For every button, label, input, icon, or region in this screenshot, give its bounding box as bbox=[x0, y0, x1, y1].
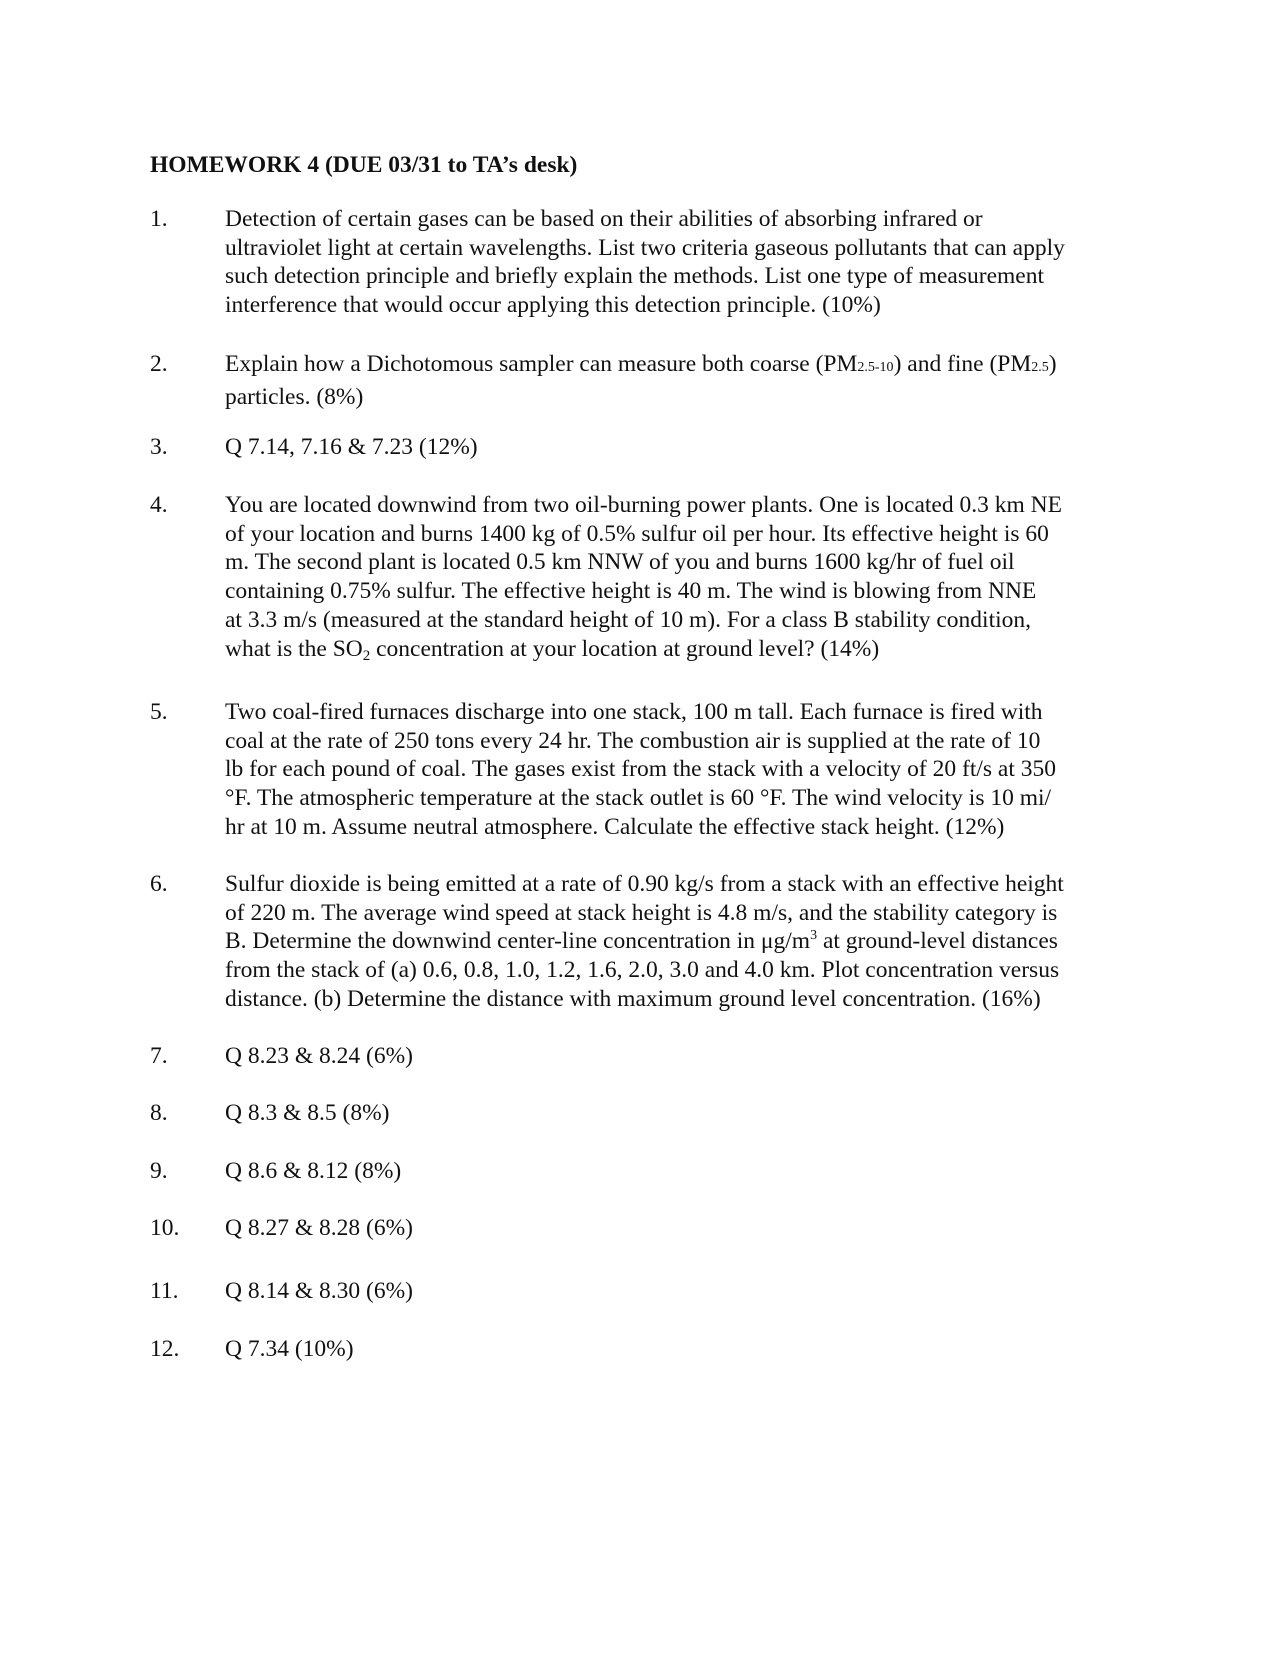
question-number: 9. bbox=[150, 1158, 168, 1184]
question-text bbox=[225, 1214, 1140, 1243]
text-line: Q 8.3 & 8.5 (8%) bbox=[225, 1100, 390, 1126]
text-line: m. The second plant is located 0.5 km NNW of you and burns 1600 kg/hr of fuel oil bbox=[225, 549, 1015, 576]
text-run: ) and fine (PM bbox=[893, 351, 1032, 377]
text-run: concentration at your location at ground level? (14%) bbox=[370, 635, 880, 662]
text-line: coal at the rate of 250 tons every 24 hr. The combustion air is supplied at the rate of 10 bbox=[225, 727, 1041, 754]
question-text bbox=[225, 1157, 1140, 1186]
question-text bbox=[225, 350, 1140, 411]
question-text bbox=[225, 1277, 1140, 1306]
text-run: Explain how a Dichotomous sampler can measure both coarse (PM bbox=[225, 351, 858, 377]
text-line: Q 7.14, 7.16 & 7.23 (12%) bbox=[225, 434, 478, 460]
text-line: at 3.3 m/s (measured at the standard height of 10 m). For a class B stability condition, bbox=[225, 606, 1032, 633]
text-line: ultraviolet light at certain wavelengths. List two criteria gaseous pollutants that can apply bbox=[225, 234, 1065, 261]
text-line: particles. (8%) bbox=[225, 383, 364, 410]
question-text bbox=[225, 205, 1140, 320]
text-line: You are located downwind from two oil-burning power plants. One is located 0.3 km NE bbox=[225, 492, 1062, 518]
text-run: ) bbox=[1048, 351, 1057, 377]
text-line: Q 8.27 & 8.28 (6%) bbox=[225, 1215, 413, 1241]
text-line: Q 8.6 & 8.12 (8%) bbox=[225, 1158, 402, 1184]
text-line: Q 8.14 & 8.30 (6%) bbox=[225, 1278, 413, 1304]
question-number: 3. bbox=[150, 434, 168, 460]
text-line: Q 8.23 & 8.24 (6%) bbox=[225, 1043, 413, 1069]
text-run: what is the SO bbox=[225, 635, 363, 662]
question-text bbox=[225, 1042, 1140, 1071]
question-text bbox=[225, 870, 1140, 1014]
text-line: lb for each pound of coal. The gases exist from the stack with a velocity of 20 ft/s at 350 bbox=[225, 756, 1056, 783]
question-number: 4. bbox=[150, 492, 168, 518]
question-text bbox=[225, 491, 1140, 663]
question-number: 5. bbox=[150, 699, 168, 725]
question-number: 6. bbox=[150, 871, 168, 897]
question-number: 2. bbox=[150, 351, 168, 377]
page-title: HOMEWORK 4 (DUE 03/31 to TA’s desk) bbox=[150, 152, 578, 178]
text-line: Q 7.34 (10%) bbox=[225, 1336, 354, 1362]
text-line: °F. The atmospheric temperature at the stack outlet is 60 °F. The wind velocity is 10 mi/ bbox=[225, 785, 1052, 812]
subscript: 2 bbox=[362, 647, 371, 664]
question-number: 8. bbox=[150, 1100, 168, 1126]
question-text bbox=[225, 1099, 1140, 1128]
text-line: of 220 m. The average wind speed at stack height is 4.8 m/s, and the stability category is bbox=[225, 899, 1058, 926]
text-line bbox=[225, 350, 1140, 383]
text-line: from the stack of (a) 0.6, 0.8, 1.0, 1.2, 1.6, 2.0, 3.0 and 4.0 km. Plot concentration versus bbox=[225, 957, 1060, 984]
text-line: Two coal-fired furnaces discharge into one stack, 100 m tall. Each furnace is fired with bbox=[225, 699, 1043, 725]
question-text bbox=[225, 698, 1140, 842]
text-line: containing 0.75% sulfur. The effective height is 40 m. The wind is blowing from NNE bbox=[225, 578, 1037, 605]
text-line: such detection principle and briefly explain the methods. List one type of measurement bbox=[225, 263, 1044, 290]
text-line: hr at 10 m. Assume neutral atmosphere. Calculate the effective stack height. (12%) bbox=[225, 813, 1005, 840]
question-text bbox=[225, 1335, 1140, 1364]
question-number: 10. bbox=[150, 1215, 180, 1241]
text-line bbox=[225, 635, 1140, 664]
text-line bbox=[225, 927, 1140, 956]
text-line: of your location and burns 1400 kg of 0.5% sulfur oil per hour. Its effective height is 60 bbox=[225, 520, 1049, 547]
subscript: 2.5 bbox=[1031, 360, 1049, 375]
question-number: 1. bbox=[150, 206, 168, 232]
subscript: 2.5-10 bbox=[857, 360, 894, 375]
text-line: interference that would occur applying this detection principle. (10%) bbox=[225, 292, 881, 319]
text-run: at ground-level distances bbox=[817, 928, 1058, 955]
question-number: 7. bbox=[150, 1043, 168, 1069]
text-line: Detection of certain gases can be based on their abilities of absorbing infrared or bbox=[225, 206, 983, 232]
text-line: distance. (b) Determine the distance with maximum ground level concentration. (16%) bbox=[225, 985, 1041, 1012]
superscript: 3 bbox=[810, 928, 818, 944]
question-text bbox=[225, 433, 1140, 462]
text-run: B. Determine the downwind center-line concentration in μg/m bbox=[225, 928, 811, 955]
text-line: Sulfur dioxide is being emitted at a rate of 0.90 kg/s from a stack with an effective height bbox=[225, 871, 1064, 897]
question-number: 12. bbox=[150, 1336, 180, 1362]
question-number: 11. bbox=[150, 1278, 179, 1304]
